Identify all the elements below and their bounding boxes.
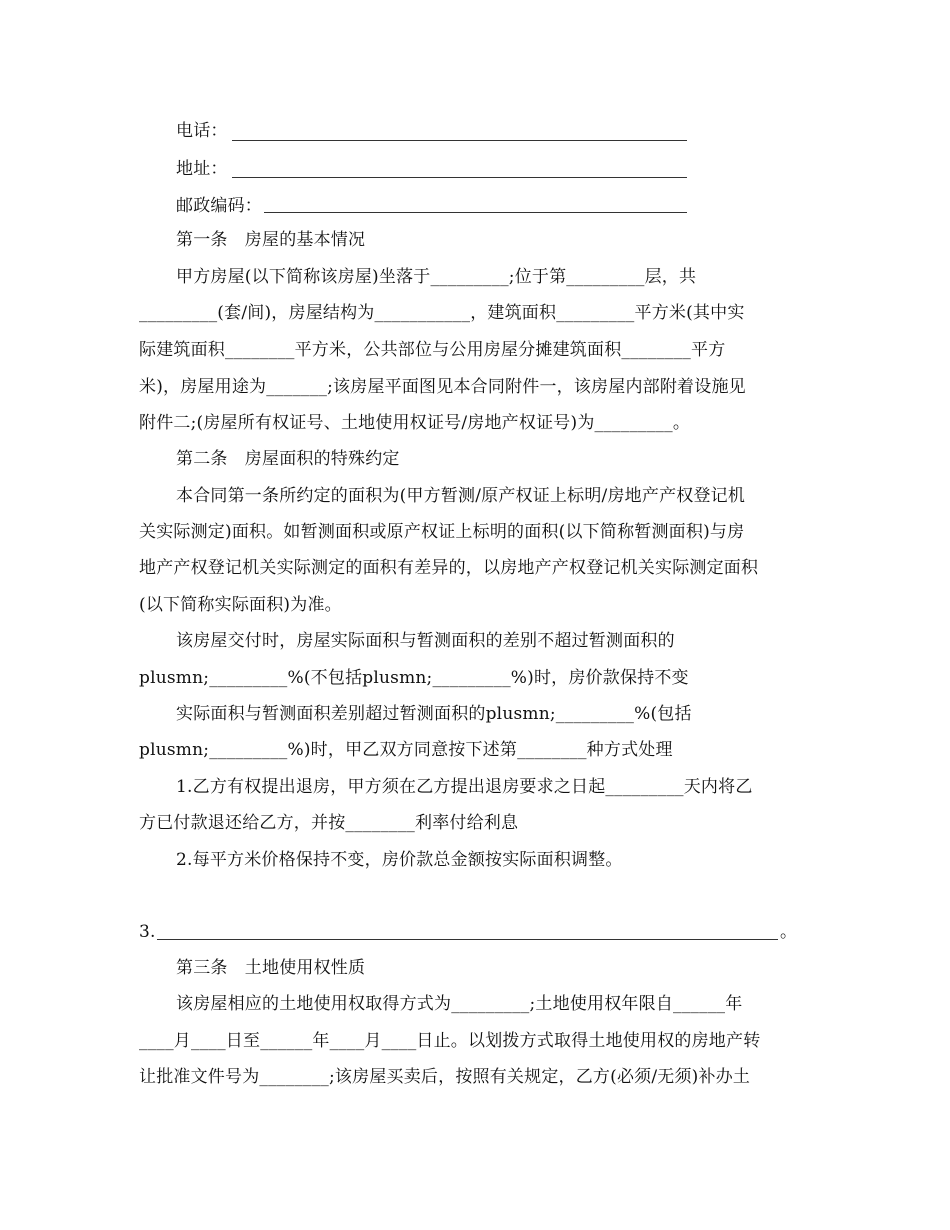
article-1-line: _________(套/间)，房屋结构为___________，建筑面积_________平方米(其中实 — [139, 303, 745, 323]
article-2-line: plusmn;_________%)时，甲乙双方同意按下述第________种方式处理 — [139, 740, 673, 760]
article-2-line: 2.每平方米价格保持不变，房价款总金额按实际面积调整。 — [176, 850, 623, 870]
article-2-line: 方已付款退还给乙方，并按________利率付给利息 — [139, 813, 519, 833]
article-1-line: 际建筑面积________平方米，公共部位与公用房屋分摊建筑面积________平方 — [139, 340, 726, 360]
article-3-line: 让批准文件号为________;该房屋买卖后，按照有关规定，乙方(必须/无须)补办土 — [139, 1067, 751, 1087]
article-3-heading: 第三条 土地使用权性质 — [176, 958, 366, 978]
article-2-heading: 第二条 房屋面积的特殊约定 — [176, 449, 400, 469]
article-3-line: ____月____日至______年____月____日止。以划拨方式取得土地使用权的房地产转 — [139, 1031, 761, 1051]
article-1-line: 附件二;(房屋所有权证号、土地使用权证号/房地产权证号)为_________。 — [139, 413, 691, 433]
article-2-line: 1.乙方有权提出退房，甲方须在乙方提出退房要求之日起_________天内将乙 — [176, 777, 753, 797]
article-2-line: 该房屋交付时，房屋实际面积与暂测面积的差别不超过暂测面积的 — [176, 631, 675, 651]
phone-blank-line — [232, 140, 687, 141]
article-2-line: 实际面积与暂测面积差别超过暂测面积的plusmn;_________%(包括 — [176, 704, 692, 724]
article-2-line: (以下简称实际面积)为准。 — [139, 595, 342, 615]
address-label: 地址： — [176, 159, 228, 179]
article-2-line: 关实际测定)面积。如暂测面积或原产权证上标明的面积(以下简称暂测面积)与房 — [139, 522, 745, 542]
option-3-blank-line — [157, 939, 778, 940]
article-3-line: 该房屋相应的土地使用权取得方式为_________;土地使用权年限自______年 — [176, 994, 743, 1014]
article-1-heading: 第一条 房屋的基本情况 — [176, 230, 366, 250]
postcode-label: 邮政编码： — [176, 196, 262, 216]
article-2-line: plusmn;_________%(不包括plusmn;_________%)时，房价款保持不变 — [139, 668, 689, 688]
postcode-blank-line — [264, 212, 687, 213]
article-2-line: 本合同第一条所约定的面积为(甲方暂测/原产权证上标明/房地产产权登记机 — [176, 486, 746, 506]
article-2-line: 地产产权登记机关实际测定的面积有差异的，以房地产产权登记机关实际测定面积 — [139, 558, 759, 578]
option-3-prefix: 3. — [139, 922, 156, 942]
phone-label: 电话： — [176, 121, 228, 141]
article-1-line: 米)，房屋用途为_______;该房屋平面图见本合同附件一，该房屋内部附着设施见 — [139, 377, 746, 397]
address-blank-line — [232, 177, 687, 178]
option-3-suffix: 。 — [780, 922, 798, 942]
article-1-line: 甲方房屋(以下简称该房屋)坐落于_________;位于第_________层，共 — [176, 267, 697, 287]
